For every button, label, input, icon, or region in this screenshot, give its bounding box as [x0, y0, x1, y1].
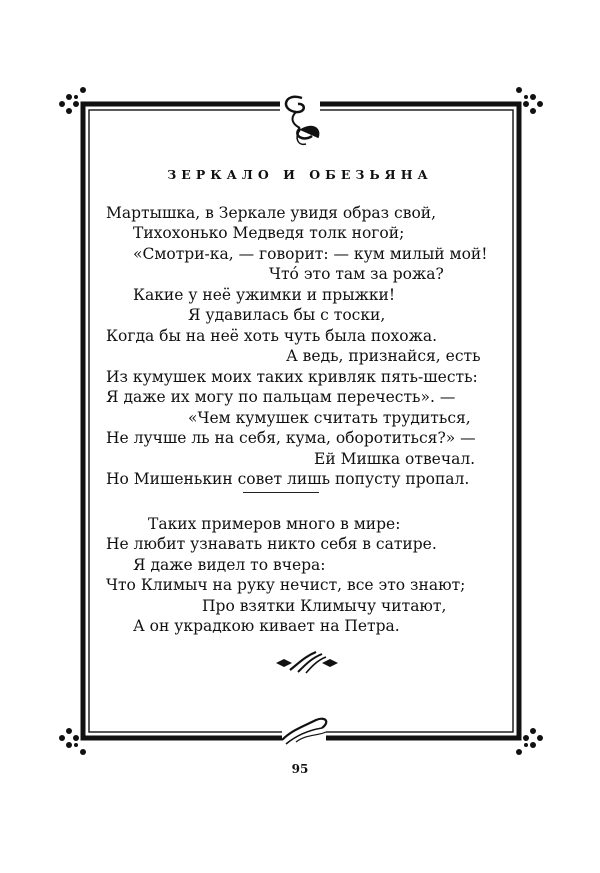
verse-line: Я удавилась бы с тоски, [188, 306, 386, 324]
section-divider-rule [243, 492, 319, 493]
verse-line: Что Климыч на руку нечист, все это знают; [106, 576, 466, 594]
verse-line: Я даже видел то вчера: [133, 556, 326, 574]
page-number: 95 [291, 762, 309, 776]
verse-line: Какие у неё ужимки и прыжки! [133, 286, 396, 304]
verse-line: А ведь, признайся, есть [286, 347, 481, 365]
verse-line: Мартышка, в Зеркале увидя образ свой, [106, 204, 437, 222]
verse-line: Но Мишенькин совет лишь попусту пропал. [106, 470, 470, 488]
verse-line: Я даже их могу по пальцам перечесть». — [106, 388, 456, 406]
fable-title: ЗЕРКАЛО И ОБЕЗЬЯНА [167, 167, 433, 182]
verse-line: Тихохонько Медведя толк ногой; [133, 224, 405, 242]
verse-line: Из кумушек моих таких кривляк пять-шесть: [106, 368, 478, 386]
verse-line: Не лучше ль на себя, кума, оборотиться?» — [106, 429, 476, 447]
verse-line: Когда бы на неё хоть чуть была похожа. [106, 327, 438, 345]
end-vignette-ornament [276, 652, 338, 673]
verse-line: Ей Мишка отвечал. [314, 450, 476, 468]
verse-line: «Чем кумушек считать трудиться, [188, 409, 471, 427]
bottom-flourish-ornament [282, 719, 326, 744]
verse-line: Про взятки Климычу читают, [202, 597, 447, 615]
verse-line: Не любит узнавать никто себя в сатире. [106, 535, 437, 553]
verse-line: А он украдкою кивает на Петра. [133, 617, 400, 635]
top-flourish-ornament [280, 96, 320, 144]
verse-line: Что́ это там за рожа? [269, 265, 444, 283]
verse-line: Таких примеров много в мире: [148, 515, 401, 533]
verse-line: «Смотри-ка, — говорит: — кум милый мой! [133, 245, 488, 263]
